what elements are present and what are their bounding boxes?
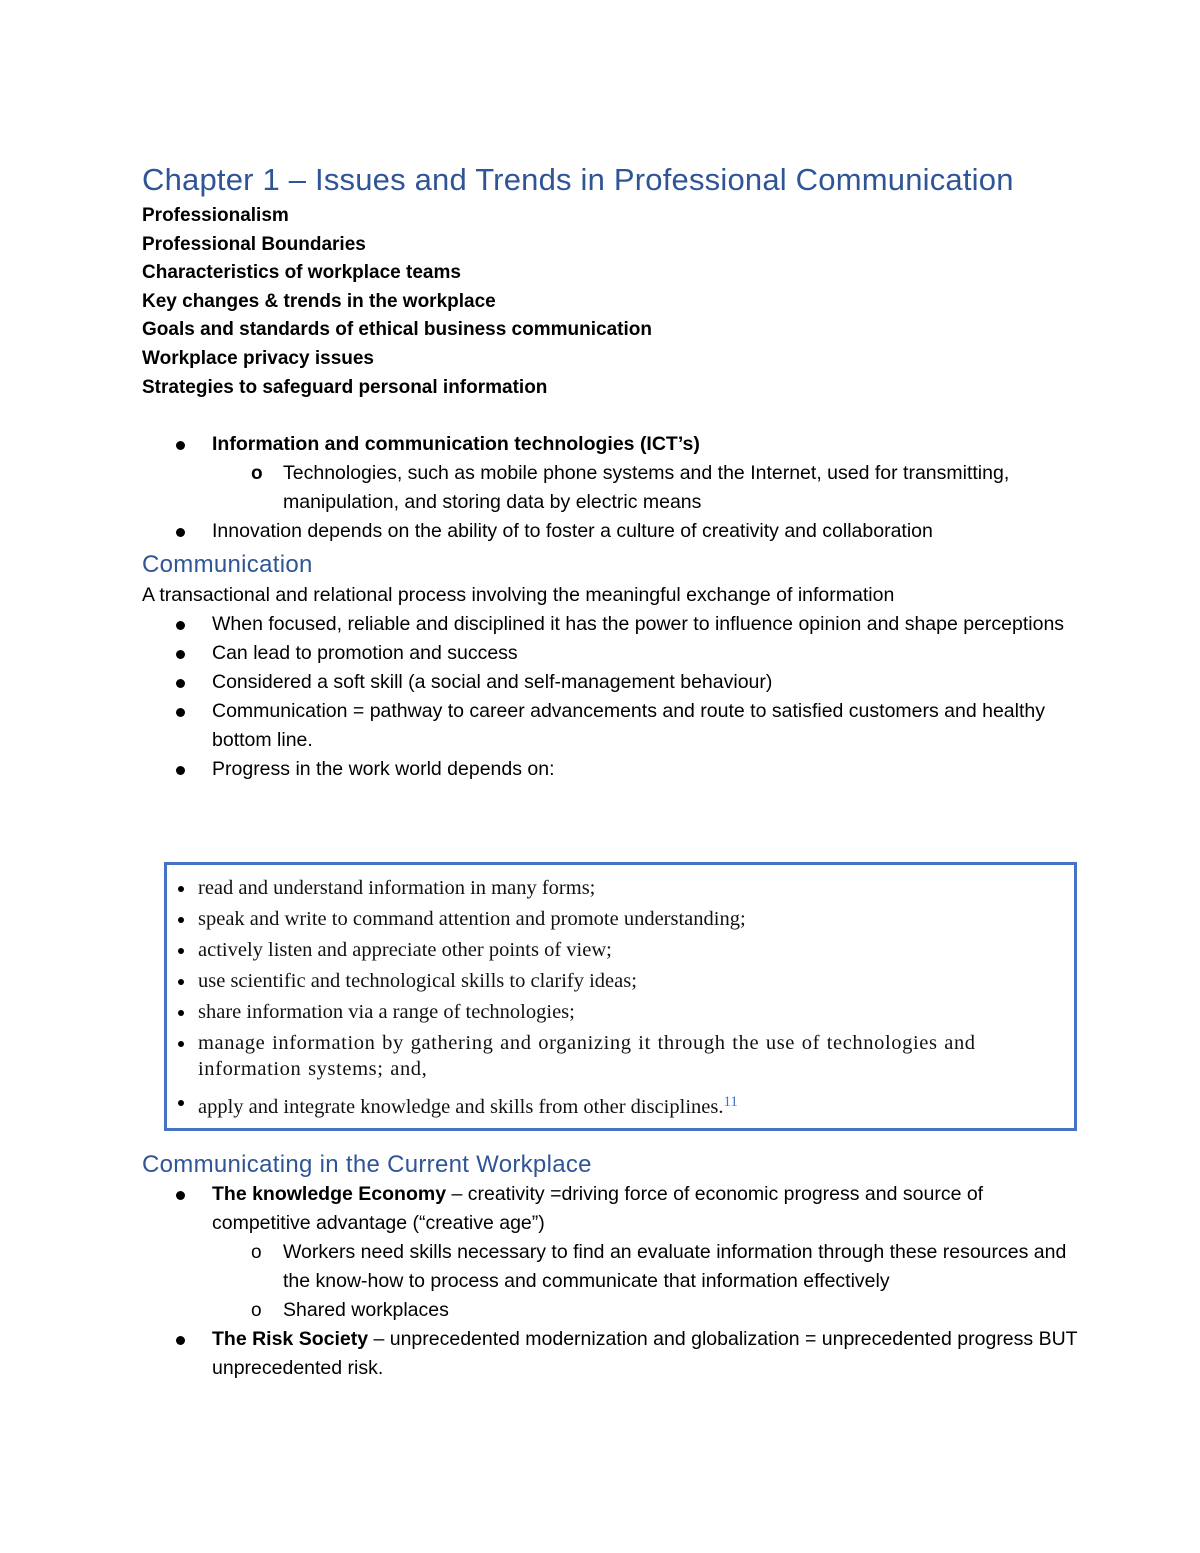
communication-bullet: Progress in the work world depends on: (142, 755, 1082, 784)
risk-society-term: The Risk Society (212, 1328, 369, 1350)
knowledge-sub-item: o Workers need skills necessary to find an evaluate information through these resources and the know-how to process and communicate that information effectively (212, 1238, 1082, 1296)
quote-item: share information via a range of technologies; (167, 999, 1074, 1025)
topic-list (142, 202, 1082, 402)
quote-item: actively listen and appreciate other points of view; (167, 937, 1074, 963)
quote-box (164, 862, 1077, 1131)
ict-list (142, 430, 1082, 546)
topic-item: Key changes & trends in the workplace (142, 290, 496, 312)
footnote-reference[interactable]: 11 (723, 1094, 738, 1110)
innovation-bullet: Innovation depends on the ability of to foster a culture of creativity and collaboration (142, 517, 1082, 546)
knowledge-economy-bullet (142, 1180, 1082, 1325)
communication-list (142, 610, 1082, 784)
knowledge-sub-item: o Shared workplaces (212, 1296, 1082, 1325)
topic-item: Professional Boundaries (142, 233, 366, 255)
quote-item (167, 1089, 1074, 1120)
risk-society-desc: – unprecedented modernization and globalization = unprecedented progress BUT unprecedented risk. (212, 1328, 1078, 1379)
communication-bullet: When focused, reliable and disciplined it has the power to influence opinion and shape perceptions (142, 610, 1082, 639)
quote-item: read and understand information in many forms; (167, 875, 1074, 901)
ict-sublist (212, 459, 1082, 517)
ict-bullet (142, 430, 1082, 517)
risk-society-bullet (142, 1325, 1082, 1383)
knowledge-economy-term: The knowledge Economy (212, 1183, 447, 1205)
communication-heading: Communication (142, 551, 313, 579)
quote-list (167, 865, 1074, 1120)
chapter-title: Chapter 1 – Issues and Trends in Professional Communication (142, 162, 1014, 197)
topic-item: Goals and standards of ethical business communication (142, 319, 652, 341)
communication-definition: A transactional and relational process involving the meaningful exchange of information (142, 584, 895, 607)
ict-definition: o Technologies, such as mobile phone systems and the Internet, used for transmitting, manipulation, and storing data by electric means (212, 459, 1082, 517)
topic-item: Workplace privacy issues (142, 347, 374, 369)
knowledge-economy-sublist (212, 1238, 1082, 1325)
current-workplace-list (142, 1180, 1082, 1383)
document-page (142, 162, 1082, 784)
quote-item: manage information by gathering and organizing it through the use of technologies and information systems; and, (167, 1030, 1074, 1082)
quote-item: use scientific and technological skills to clarify ideas; (167, 968, 1074, 994)
ict-heading: Information and communication technologies (ICT’s) (212, 433, 700, 456)
communication-bullet: Communication = pathway to career advancements and route to satisfied customers and healthy bottom line. (142, 697, 1082, 755)
knowledge-economy-desc: – creativity =driving force of economic progress and source of competitive advantage (“creative age”) (212, 1183, 984, 1234)
communication-bullet: Can lead to promotion and success (142, 639, 1082, 668)
topic-item: Strategies to safeguard personal information (142, 376, 548, 398)
topic-item: Professionalism (142, 205, 289, 226)
topic-item: Characteristics of workplace teams (142, 262, 461, 284)
current-workplace-heading: Communicating in the Current Workplace (142, 1151, 592, 1178)
current-workplace-section (142, 1146, 1082, 1383)
communication-bullet: Considered a soft skill (a social and self-management behaviour) (142, 668, 1082, 697)
quote-item-text: apply and integrate knowledge and skills from other disciplines. (198, 1096, 724, 1118)
quote-item: speak and write to command attention and promote understanding; (167, 906, 1074, 932)
